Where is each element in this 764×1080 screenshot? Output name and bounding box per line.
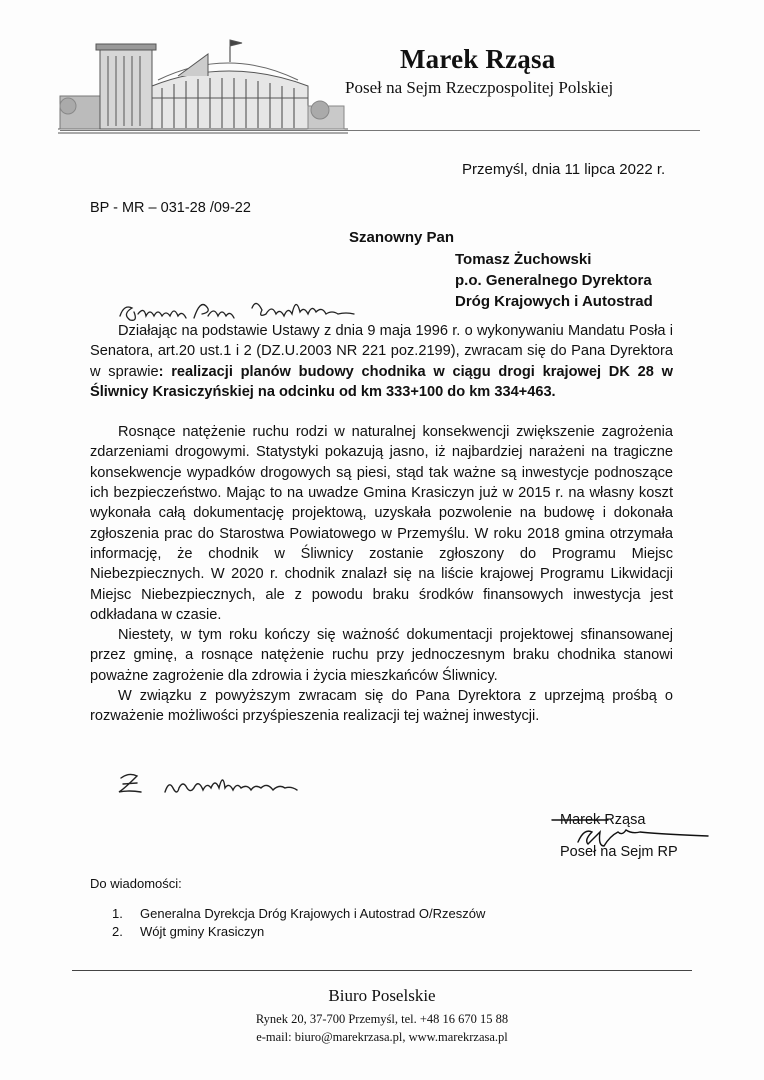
letterhead	[0, 0, 764, 140]
recipient-block	[455, 249, 653, 312]
signature-title: Poseł na Sejm RP	[560, 844, 678, 860]
salutation: Szanowny Pan	[349, 229, 455, 246]
list-item-number: 2.	[112, 924, 123, 939]
footer	[0, 986, 764, 1046]
header-divider	[60, 130, 700, 131]
list-item-text: Wójt gminy Krasiczyn	[140, 924, 265, 939]
reference-number: BP - MR – 031-28 /09-22	[90, 200, 251, 216]
letter-body	[90, 321, 673, 727]
paragraph-problem: Niestety, w tym roku kończy się ważność dokumentacji projektowej sfinansowanej przez gminę, a rosnące natężenie ruchu przy jednoczesnym braku chodnika stanowi poważne zagrożenie dla zdrowia i życia mieszkańców Śliwnicy.	[90, 627, 673, 684]
list-item	[112, 923, 485, 941]
cc-list	[112, 905, 485, 941]
sender-name: Marek Rząsa	[400, 44, 556, 74]
handwritten-closing	[115, 766, 345, 806]
signature-name: Marek Rząsa	[560, 812, 646, 828]
list-item-text: Generalna Dyrekcja Dróg Krajowych i Autostrad O/Rzeszów	[140, 906, 486, 921]
sender-title: Poseł na Sejm Rzeczpospolitej Polskiej	[345, 78, 614, 97]
footer-divider	[72, 970, 692, 971]
paragraph-context: Rosnące natężenie ruchu rodzi w naturalnej konsekwencji zwiększenie zagrożenia zdarzeniami drogowymi. Statystyki pokazują jasno, iż najbardziej narażeni na tragiczne konsekwencje wypadków drogowych są piesi, stąd tak ważne są inwestycje podnoszące ich bezpieczeństwo. Mając to na uwadze Gmina Krasiczyn już w 2015 r. na własny koszt wykonała całą dokumentację projektową, uzyskała pozwolenie na budowę i dokonała zgłoszenia prac do Starostwa Powiatowego w Przemyślu. W roku 2018 gmina otrzymała informację, że chodnik w Śliwnicy zostanie zgłoszony do Programu Miejsc Niebezpiecznych. W 2020 r. chodnik znalazł się na liście krajowej Programu Likwidacji Miejsc Niebezpiecznych, ale z powodu braku środków finansowych inwestycja jest odkładana w czasie.	[90, 424, 673, 623]
cc-heading: Do wiadomości:	[90, 876, 182, 891]
place-date: Przemyśl, dnia 11 lipca 2022 r.	[462, 161, 666, 178]
office-address: Rynek 20, 37-700 Przemyśl, tel. +48 16 670 15 88	[255, 1012, 509, 1026]
paragraph-conclusion: W związku z powyższym zwracam się do Pana Dyrektora z uprzejmą prośbą o rozważenie możliwości przyśpieszenia realizacji tej ważnej inwestycji.	[90, 688, 673, 725]
recipient-position: p.o. Generalnego Dyrektora	[455, 272, 652, 289]
sejm-building-icon	[58, 36, 348, 136]
paragraph-request	[90, 321, 673, 402]
paragraph-request-intro: Działając na podstawie Ustawy z dnia 9 maja 1996 r. o wykonywaniu Mandatu Posła i Senatora, art.20 ust.1 i 2 (DZ.U.2003 NR 221 poz.2199), zwracam się do Pana Dyrektora w sprawie	[90, 323, 673, 380]
recipient-name: Tomasz Żuchowski	[455, 251, 592, 268]
office-contact: e-mail: biuro@marekrzasa.pl, www.marekrzasa.pl	[256, 1030, 508, 1044]
paragraph-request-subject: : realizacji planów budowy chodnika w ciągu drogi krajowej DK 28 w Śliwnicy Krasiczyńskiej na odcinku od km 333+100 do km 334+463.	[90, 363, 673, 400]
handwritten-signature	[548, 812, 718, 852]
recipient-institution: Dróg Krajowych i Autostrad	[455, 293, 653, 310]
list-item	[112, 905, 485, 923]
list-item-number: 1.	[112, 906, 123, 921]
office-name: Biuro Poselskie	[328, 986, 436, 1005]
